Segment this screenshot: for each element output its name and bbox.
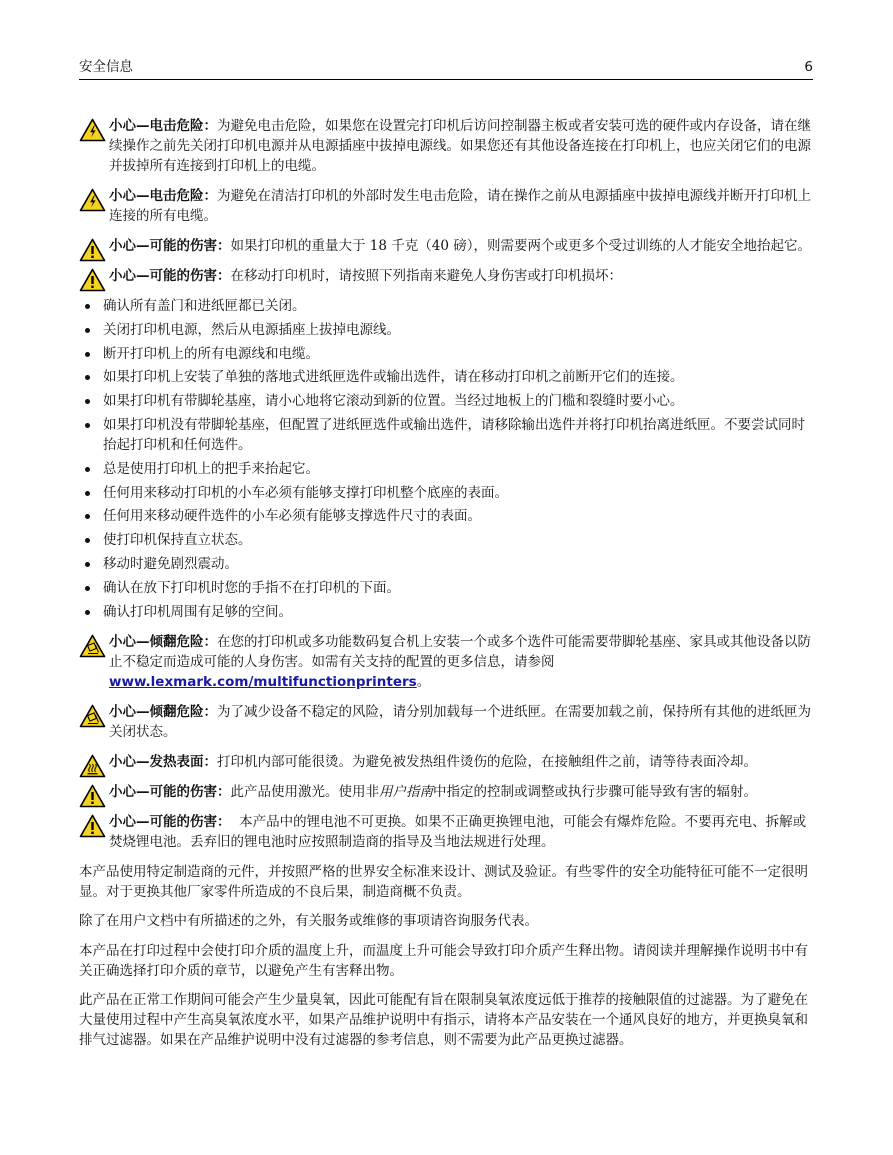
caution-text: 如果打印机的重量大于 18 千克（40 磅），则需要两个或更多个受过训练的人才能安全地抬起它。 — [230, 238, 811, 254]
list-item: 关闭打印机电源，然后从电源插座上拔掉电源线。 — [79, 320, 813, 340]
warning-icon — [79, 238, 106, 262]
list-item: 任何用来移动打印机的小车必须有能够支撑打印机整个底座的表面。 — [79, 483, 813, 503]
page-header — [79, 57, 813, 80]
caution-label: 小心—可能的伤害： — [109, 813, 231, 830]
list-item: 确认在放下打印机时您的手指不在打印机的下面。 — [79, 578, 813, 598]
caution-text: 为避免在清洁打印机的外部时发生电击危险，请在操作之前从电源插座中拔掉电源线并断开打印机上连接的所有电缆。 — [109, 188, 811, 224]
caution-label: 小心—倾翻危险： — [109, 703, 217, 720]
caution-text: 为了减少设备不稳定的风险，请分别加载每一个进纸匣。在需要加载之前，保持所有其他的进纸匣为关闭状态。 — [109, 703, 811, 740]
moving-guidelines-list — [79, 296, 813, 622]
paragraph: 本产品使用特定制造商的元件，并按照严格的世界安全标准来设计、测试及验证。有些零件的安全功能特征可能不一定很明显。对于更换其他厂家零件所造成的不良后果，制造商概不负责。 — [79, 863, 808, 900]
caution-possible-injury — [79, 236, 813, 256]
caution-text: 此产品使用激光。使用非 — [230, 783, 379, 800]
list-item: 确认所有盖门和进纸匣都已关闭。 — [79, 296, 813, 316]
warning-icon — [79, 814, 106, 838]
hot-surface-icon — [79, 754, 106, 778]
caution-text: 打印机内部可能很烫。为避免被发热组件烫伤的危险，在接触组件之前，请等待表面冷却。 — [217, 753, 757, 770]
caution-tip-over — [79, 632, 813, 692]
caution-text: 本产品中的锂电池不可更换。如果不正确更换锂电池，可能会有爆炸危险。不要再充电、拆解或焚烧锂电池。丢弃旧的锂电池时应按照制造商的指导及当地法规进行处理。 — [109, 813, 807, 850]
caution-label: 小心—电击危险： — [109, 118, 217, 134]
caution-label: 小心—可能的伤害： — [109, 783, 231, 800]
caution-electric-shock — [79, 116, 813, 176]
electric-shock-icon — [79, 118, 106, 142]
caution-label: 小心—倾翻危险： — [109, 633, 217, 650]
user-guide-title: 用户指南 — [379, 783, 433, 800]
caution-text: 在移动打印机时，请按照下列指南来避免人身伤害或打印机损坏： — [230, 268, 622, 284]
list-item: 如果打印机上安装了单独的落地式进纸匣选件或输出选件，请在移动打印机之前断开它们的连接。 — [79, 367, 813, 387]
paragraph: 除了在用户文档中有所描述的之外，有关服务或维修的事项请咨询服务代表。 — [79, 913, 538, 930]
list-item: 确认打印机周围有足够的空间。 — [79, 602, 813, 622]
caution-possible-injury — [79, 266, 813, 286]
caution-possible-injury — [79, 782, 813, 802]
section-title: 安全信息 — [79, 59, 133, 75]
caution-label: 小心—发热表面： — [109, 753, 217, 770]
caution-label: 小心—可能的伤害： — [109, 268, 231, 284]
warning-icon — [79, 784, 106, 808]
caution-possible-injury — [79, 812, 813, 852]
caution-tip-over — [79, 702, 813, 742]
list-item: 总是使用打印机上的把手来抬起它。 — [79, 459, 813, 479]
list-item: 断开打印机上的所有电源线和电缆。 — [79, 344, 813, 364]
caution-text: 在您的打印机或多功能数码复合机上安装一个或多个选件可能需要带脚轮基座、家具或其他设备以防止不稳定而造成可能的人身伤害。如需有关支持的配置的更多信息，请参阅 — [109, 633, 811, 670]
caution-hot-surface — [79, 752, 813, 772]
caution-text: 中指定的控制或调整或执行步骤可能导致有害的辐射。 — [433, 783, 757, 800]
tip-over-icon — [79, 704, 106, 728]
caution-text: 为避免电击危险，如果您在设置完打印机后访问控制器主板或者安装可选的硬件或内存设备，请在继续操作之前先关闭打印机电源并从电源插座中拔掉电源线。如果您还有其他设备连接在打印机上，也应关闭它们的电源并拔掉所有连接到打印机上的电缆。 — [109, 118, 811, 174]
page-content — [79, 116, 813, 1060]
list-item: 移动时避免剧烈震动。 — [79, 554, 813, 574]
caution-label: 小心—电击危险： — [109, 188, 217, 204]
list-item: 使打印机保持直立状态。 — [79, 530, 813, 550]
list-item: 如果打印机有带脚轮基座，请小心地将它滚动到新的位置。当经过地板上的门槛和裂缝时要小心。 — [79, 391, 813, 411]
paragraph: 此产品在正常工作期间可能会产生少量臭氧，因此可能配有旨在限制臭氧浓度远低于推荐的接触限值的过滤器。为了避免在大量使用过程中产生高臭氧浓度水平，如果产品维护说明中有指示，请将本产品安装在一个通风良好的地方，并更换臭氧和排气过滤器。如果在产品维护说明中没有过滤器的参考信息，则不需要为此产品更换过滤器。 — [79, 992, 808, 1049]
list-item: 任何用来移动硬件选件的小车必须有能够支撑选件尺寸的表面。 — [79, 506, 813, 526]
warning-icon — [79, 268, 106, 292]
tip-over-icon — [79, 634, 106, 658]
caution-label: 小心—可能的伤害： — [109, 238, 231, 254]
caution-text-tail: 。 — [416, 673, 431, 690]
lexmark-multifunction-link[interactable]: www.lexmark.com/multifunctionprinters — [109, 673, 417, 690]
paragraph: 本产品在打印过程中会使打印介质的温度上升，而温度上升可能会导致打印介质产生释出物。请阅读并理解操作说明书中有关正确选择打印介质的章节，以避免产生有害释出物。 — [79, 942, 808, 979]
electric-shock-icon — [79, 188, 106, 212]
page-number: 6 — [804, 59, 813, 75]
caution-electric-shock — [79, 186, 813, 226]
list-item: 如果打印机没有带脚轮基座，但配置了进纸匣选件或输出选件，请移除输出选件并将打印机抬离进纸匣。不要尝试同时抬起打印机和任何选件。 — [79, 415, 813, 455]
